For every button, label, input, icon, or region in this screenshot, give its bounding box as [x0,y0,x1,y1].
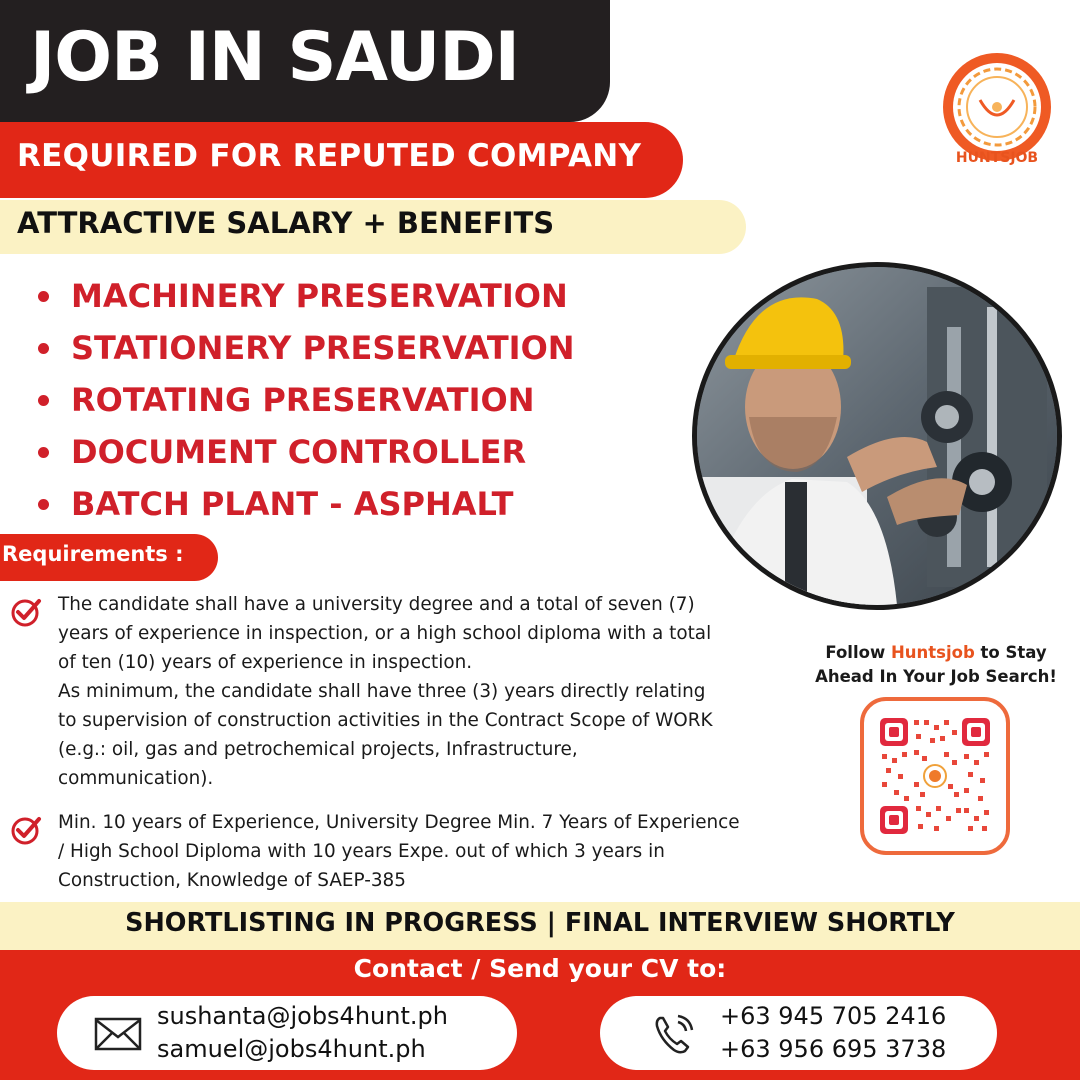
position-label: DOCUMENT CONTROLLER [71,433,527,471]
requirement-text: The candidate shall have a university degree and a total of seven (7) years of experience in inspection, or a high school diploma with a total of ten (10) years of experience in inspection. As minimum, the candidate shall have three (3) years directly relating to supervision of construction activities in the Contract Scope of WORK (e.g.: oil, gas and petrochemical projects, Infrastructure, communication). [58,594,713,789]
phone-link[interactable]: +63 956 695 3738 [720,1035,947,1063]
phone-icon [652,1012,698,1056]
position-item [38,426,575,478]
follow-brand: Huntsjob [890,643,975,662]
position-label: ROTATING PRESERVATION [71,381,535,419]
position-item [38,374,575,426]
phone-list [720,1000,946,1066]
position-item [38,322,575,374]
email-link[interactable]: samuel@jobs4hunt.ph [157,1035,426,1063]
worker-photo [692,262,1062,610]
email-pill [57,996,517,1070]
page-title: JOB IN SAUDI [30,18,519,97]
bullet-icon [38,343,49,354]
follow-line2: Ahead In Your Job Search! [815,667,1057,686]
check-circle-icon [10,814,42,846]
salary-text: ATTRACTIVE SALARY + BENEFITS [17,206,555,240]
bullet-icon [38,395,49,406]
requirement-text: Min. 10 years of Experience, University Degree Min. 7 Years of Experience / High School Diploma with 10 years Expe. out of which 3 years in Construction, Knowledge of SAEP-385 [58,812,740,891]
logo-brand-text: HUNTSJOB [955,150,1039,166]
requirement-item [10,590,713,793]
status-strip-text: SHORTLISTING IN PROGRESS | FINAL INTERVIEW SHORTLY [125,908,955,938]
huntsjob-logo-icon [940,50,1054,164]
bullet-icon [38,291,49,302]
contact-title: Contact / Send your CV to: [353,954,727,983]
requirement-item [10,808,740,895]
position-item [38,270,575,322]
requirements-heading: Requirements : [2,542,184,566]
bullet-icon [38,499,49,510]
check-circle-icon [10,596,42,628]
position-label: STATIONERY PRESERVATION [71,329,575,367]
position-item [38,478,575,530]
bullet-icon [38,447,49,458]
worker-illustration [697,267,1057,605]
envelope-icon [94,1017,142,1051]
position-label: BATCH PLANT - ASPHALT [71,485,514,523]
position-label: MACHINERY PRESERVATION [71,277,568,315]
follow-suffix: to Stay [974,643,1047,662]
follow-text [808,641,1064,689]
email-link[interactable]: sushanta@jobs4hunt.ph [157,1002,448,1030]
positions-list [38,270,575,530]
qr-code-icon[interactable] [878,716,992,836]
follow-prefix: Follow [825,643,891,662]
phone-pill [600,996,997,1070]
phone-link[interactable]: +63 945 705 2416 [720,1002,947,1030]
email-list [157,1000,448,1066]
subtitle-text: REQUIRED FOR REPUTED COMPANY [17,138,642,174]
